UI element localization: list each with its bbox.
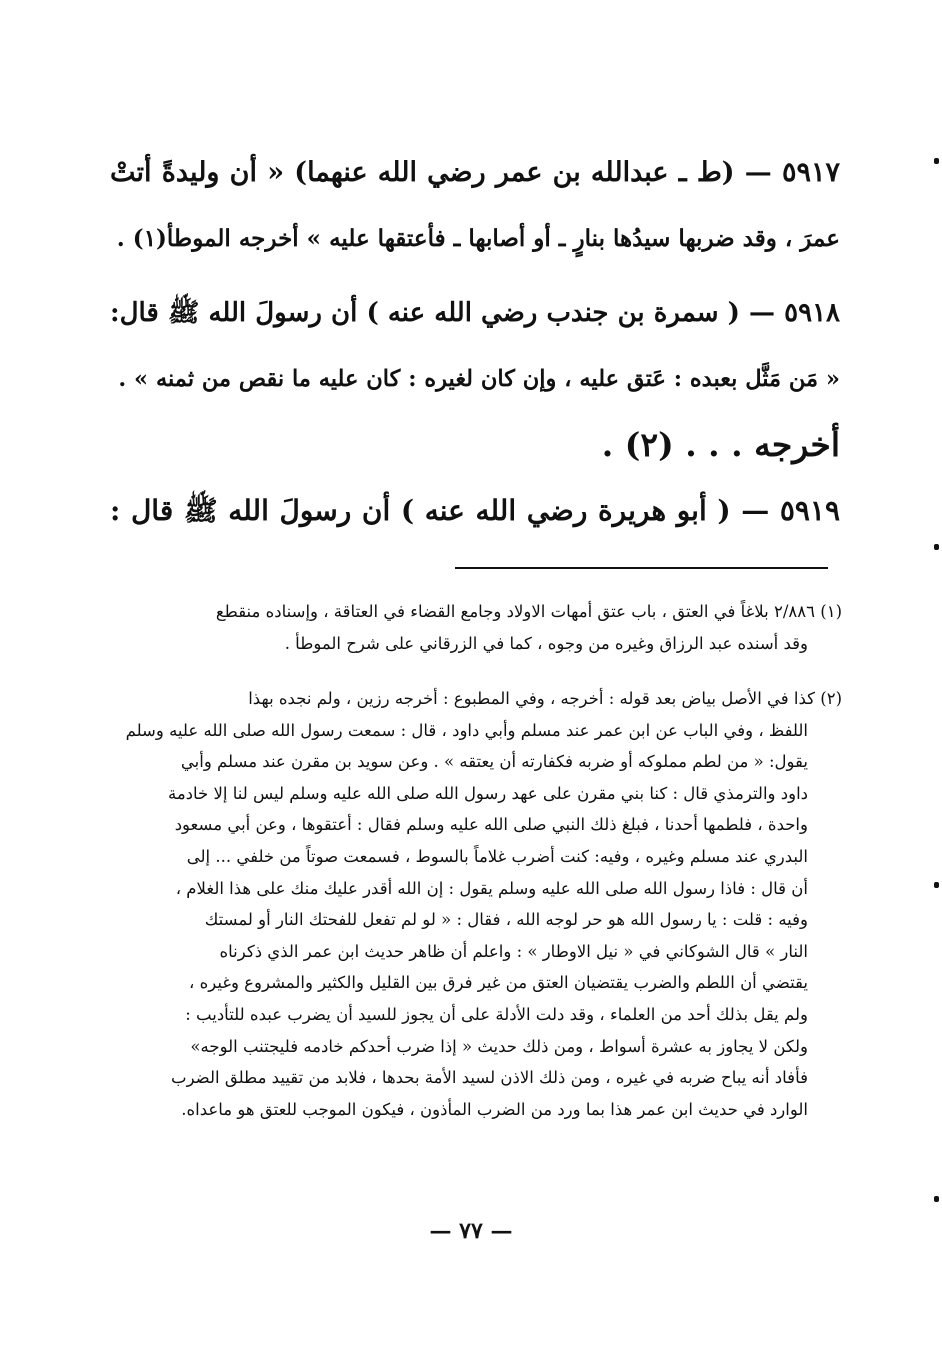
entry-line: ٥٩١٨ — ( سمرة بن جندب رضي الله عنه ) أن رسولَ الله ﷺ قال: bbox=[110, 298, 840, 328]
footnote-2 bbox=[100, 683, 842, 1125]
footnote-line: البدري عند مسلم وغيره ، وفيه: كنت أضرب غلاماً بالسوط ، فسمعت صوتاً من خلفي ... إلى bbox=[186, 846, 808, 866]
scan-mark bbox=[934, 544, 939, 550]
footnote-line: واحدة ، فلطمها أحدنا ، فبلغ ذلك النبي صلى الله عليه وسلم فقال : أعتقوها ، وعن أبي مسعود bbox=[174, 815, 808, 835]
footnote-line: (٢) كذا في الأصل بياض بعد قوله : أخرجه ، وفي المطبوع : أخرجه رزين ، ولم نجده بهذا bbox=[248, 689, 842, 708]
footnote-1 bbox=[100, 596, 842, 659]
page-number: — ٧٧ — bbox=[429, 1218, 513, 1244]
footnote-line: وقد أسنده عبد الرزاق وغيره من وجوه ، كما في الزرقاني على شرح الموطأ . bbox=[284, 633, 808, 653]
hadith-entry-5917 bbox=[110, 140, 840, 272]
entry-line: عمرَ ، وقد ضربها سيدُها بنارٍ ـ أو أصابها ـ فأعتقها عليه » أخرجه الموطأ(١) . bbox=[116, 225, 840, 252]
hadith-entry-5918 bbox=[110, 280, 840, 478]
footnote-line: أن قال : فاذا رسول الله صلى الله عليه وسلم يقول : إن الله أقدر عليك منك على هذا الغلام ، bbox=[175, 878, 808, 898]
entry-line: « مَن مَثَّل بعبده : عَتق عليه ، وإن كان لغيره : كان عليه ما نقص من ثمنه » . bbox=[118, 366, 840, 392]
hadith-entry-5919 bbox=[110, 478, 840, 544]
scan-mark bbox=[934, 882, 939, 888]
footnote-line: فأفاد أنه يباح ضربه في غيره ، ومن ذلك الاذن لسيد الأمة بحدها ، فلابد من تقييد مطلق الضرب bbox=[171, 1068, 808, 1088]
footnote-line: يقول: « من لطم مملوكه أو ضربه فكفارته أن يعتقه » . وعن سويد بن مقرن عند مسلم وأبي bbox=[180, 752, 808, 772]
footnote-line: وفيه : قلت : يا رسول الله هو حر لوجه الله ، فقال : « لو لم تفعل للفحتك النار أو لمستك bbox=[204, 910, 808, 930]
footnote-line: (١) ٢/٨٨٦ بلاغاً في العتق ، باب عتق أمهات الاولاد وجامع القضاء في العتاقة ، وإسناده منقطع bbox=[215, 602, 842, 621]
entry-line: ٥٩١٧ — (ط ـ عبدالله بن عمر رضي الله عنهما) « أن وليدةً أتتْ bbox=[110, 157, 841, 188]
scan-mark bbox=[934, 158, 939, 164]
footnote-line: الوارد في حديث ابن عمر هذا بما ورد من الضرب المأذون ، فيكون الموجب للعتق هو ماعداه. bbox=[181, 1099, 808, 1119]
footnote-line: داود والترمذي قال : كنا بني مقرن على عهد رسول الله صلى الله عليه وسلم ليس لنا إلا خادمة bbox=[167, 783, 808, 803]
entry-line: أخرجه . . . (٢) . bbox=[601, 425, 840, 464]
entry-line: ٥٩١٩ — ( أبو هريرة رضي الله عنه ) أن رسولَ الله ﷺ قال : bbox=[110, 494, 840, 527]
footnote-line: ولم يقل بذلك أحد من العلماء ، وقد دلت الأدلة على أن يجوز للسيد أن يضرب عبده للتأديب : bbox=[185, 1004, 808, 1024]
footnote-line: ولكن لا يجاوز به عشرة أسواط ، ومن ذلك حديث « إذا ضرب أحدكم خادمه فليجتنب الوجه» bbox=[190, 1036, 808, 1056]
footnote-divider bbox=[455, 567, 828, 569]
footnote-line: النار » قال الشوكاني في « نيل الاوطار » : واعلم أن ظاهر حديث ابن عمر الذي ذكرناه bbox=[219, 941, 808, 961]
footnote-line: اللفظ ، وفي الباب عن ابن عمر عند مسلم وأبي داود ، قال : سمعت رسول الله صلى الله عليه وسلم bbox=[125, 720, 808, 740]
scan-mark bbox=[934, 1196, 939, 1202]
footnote-line: يقتضي أن اللطم والضرب يقتضيان العتق من غير فرق بين القليل والكثير والمشروع وغيره ، bbox=[189, 973, 808, 993]
